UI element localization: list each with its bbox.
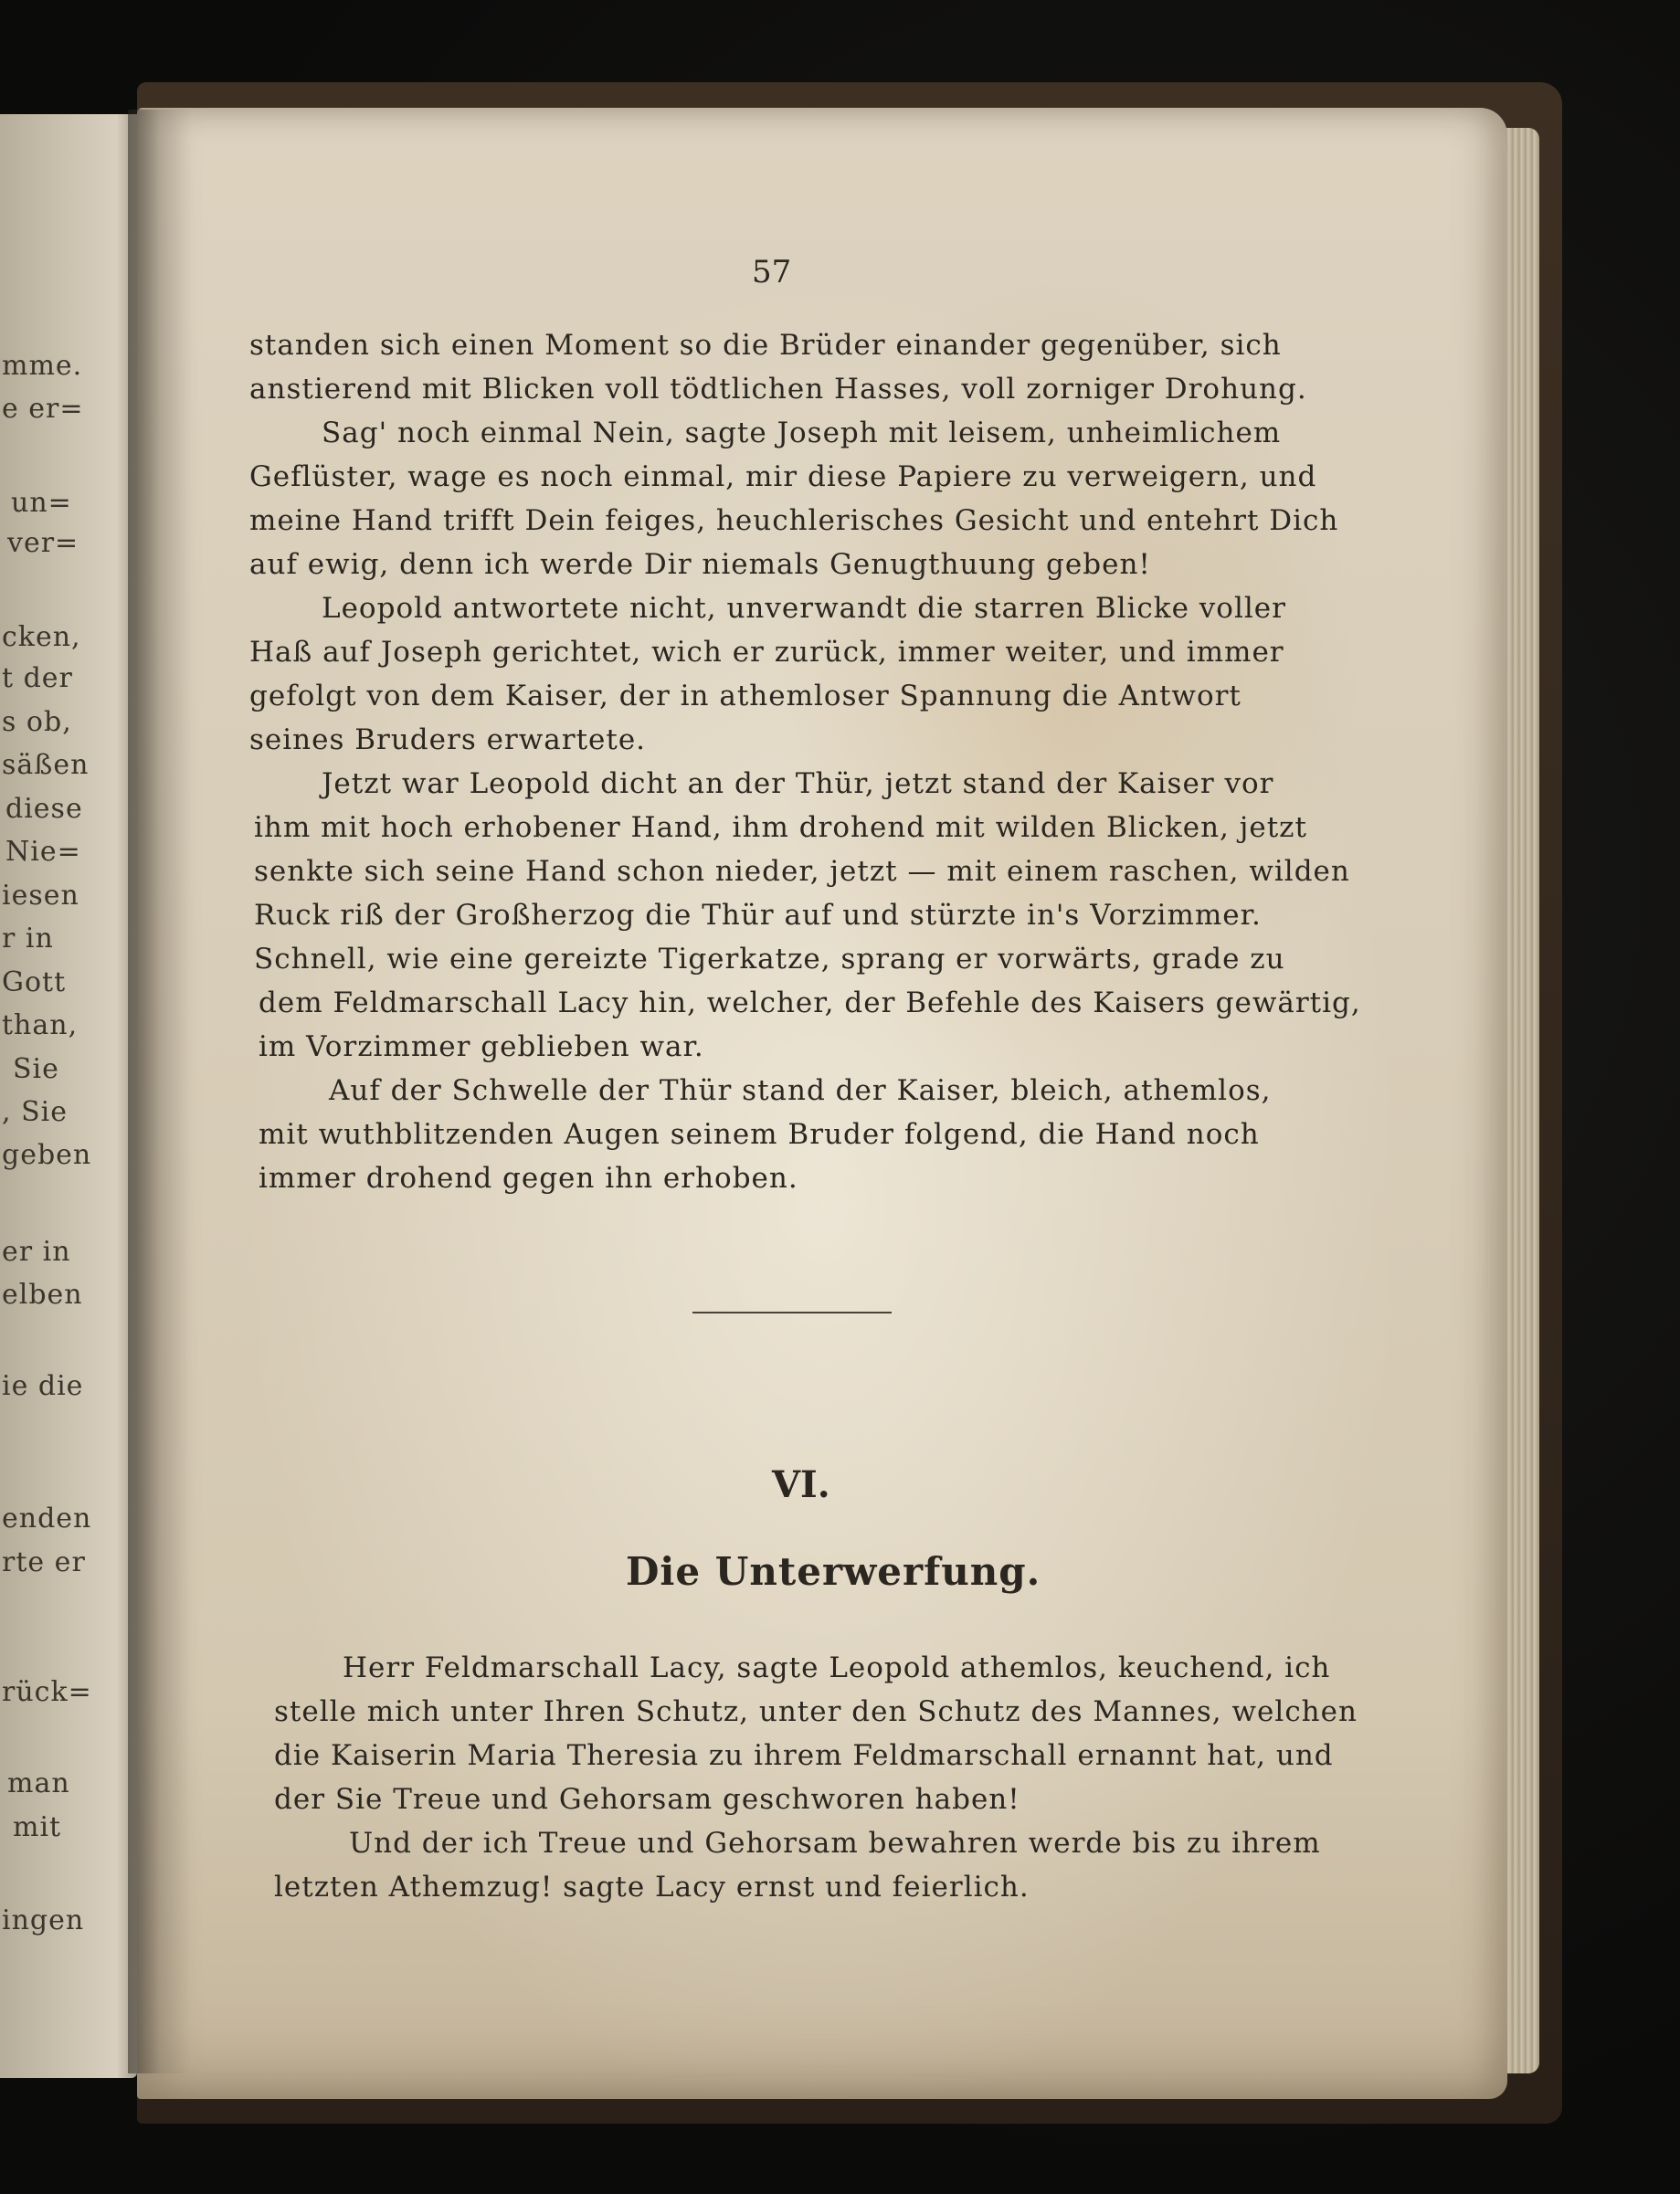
- left-page-fragment: Nie=: [5, 836, 81, 868]
- text-line: Und der ich Treue und Gehorsam bewahren werde bis zu ihrem: [349, 1827, 1321, 1860]
- left-page-fragment: rück=: [2, 1676, 92, 1708]
- left-page-fragment: ingen: [2, 1904, 85, 1936]
- text-line: standen sich einen Moment so die Brüder einander gegenüber, sich: [249, 329, 1282, 362]
- gutter-shadow: [128, 110, 192, 2073]
- left-page-fragment: säßen: [2, 749, 90, 781]
- text-line: Haß auf Joseph gerichtet, wich er zurück, immer weiter, und immer: [249, 636, 1284, 669]
- text-line: seines Bruders erwartete.: [249, 723, 647, 756]
- left-page-fragment: Sie: [13, 1053, 59, 1085]
- left-page-fragment: geben: [2, 1139, 92, 1171]
- left-facing-page: [0, 114, 137, 2078]
- text-line: mit wuthblitzenden Augen seinem Bruder folgend, die Hand noch: [259, 1118, 1260, 1151]
- chapter-number: VI.: [772, 1463, 830, 1506]
- left-page-fragment: enden: [2, 1503, 92, 1535]
- text-line: Auf der Schwelle der Thür stand der Kaiser, bleich, athemlos,: [329, 1074, 1272, 1107]
- text-line: Sag' noch einmal Nein, sagte Joseph mit leisem, unheimlichem: [322, 417, 1282, 449]
- text-line: ihm mit hoch erhobener Hand, ihm drohend mit wilden Blicken, jetzt: [254, 811, 1307, 844]
- text-line: im Vorzimmer geblieben war.: [259, 1030, 704, 1063]
- text-line: anstierend mit Blicken voll tödtlichen Hasses, voll zorniger Drohung.: [249, 373, 1307, 406]
- left-page-fragment: t der: [2, 662, 73, 694]
- text-line: letzten Athemzug! sagte Lacy ernst und feierlich.: [274, 1871, 1030, 1904]
- chapter-title: Die Unterwerfung.: [626, 1549, 1041, 1594]
- text-line: stelle mich unter Ihren Schutz, unter den Schutz des Mannes, welchen: [274, 1695, 1358, 1728]
- text-line: der Sie Treue und Gehorsam geschworen haben!: [274, 1783, 1020, 1816]
- text-line: auf ewig, denn ich werde Dir niemals Genugthuung geben!: [249, 548, 1151, 581]
- left-page-fragment: r in: [2, 923, 54, 955]
- text-line: meine Hand trifft Dein feiges, heuchlerisches Gesicht und entehrt Dich: [249, 504, 1339, 537]
- left-page-fragment: mme.: [2, 350, 83, 382]
- left-page-fragment: than,: [2, 1009, 79, 1041]
- section-divider: [692, 1312, 892, 1313]
- text-line: Jetzt war Leopold dicht an der Thür, jetzt stand der Kaiser vor: [322, 767, 1274, 800]
- left-page-fragment: s ob,: [2, 706, 72, 738]
- left-page-fragment: cken,: [2, 621, 81, 653]
- text-line: Geflüster, wage es noch einmal, mir diese Papiere zu verweigern, und: [249, 460, 1317, 493]
- left-page-fragment: elben: [2, 1279, 83, 1311]
- text-line: Leopold antwortete nicht, unverwandt die starren Blicke voller: [322, 592, 1286, 625]
- text-line: die Kaiserin Maria Theresia zu ihrem Feldmarschall ernannt hat, und: [274, 1739, 1334, 1772]
- text-line: gefolgt von dem Kaiser, der in athemloser Spannung die Antwort: [249, 680, 1242, 712]
- left-page-fragment: e er=: [2, 393, 84, 425]
- text-line: dem Feldmarschall Lacy hin, welcher, der Befehle des Kaisers gewärtig,: [259, 986, 1361, 1019]
- left-page-fragment: diese: [5, 793, 83, 825]
- left-page-fragment: mit: [13, 1811, 62, 1843]
- left-page-fragment: er in: [2, 1236, 71, 1268]
- book-page: [137, 108, 1507, 2099]
- text-line: immer drohend gegen ihn erhoben.: [259, 1162, 798, 1195]
- left-page-fragment: ver=: [7, 527, 79, 559]
- page-number: 57: [752, 254, 792, 290]
- text-line: senkte sich seine Hand schon nieder, jetzt — mit einem raschen, wilden: [254, 855, 1350, 888]
- text-line: Herr Feldmarschall Lacy, sagte Leopold athemlos, keuchend, ich: [343, 1651, 1331, 1684]
- text-line: Schnell, wie eine gereizte Tigerkatze, sprang er vorwärts, grade zu: [254, 943, 1285, 976]
- left-page-fragment: ie die: [2, 1370, 84, 1402]
- left-page-fragment: rte er: [2, 1546, 86, 1578]
- left-page-fragment: iesen: [2, 880, 79, 912]
- text-line: Ruck riß der Großherzog die Thür auf und stürzte in's Vorzimmer.: [254, 899, 1262, 932]
- left-page-fragment: Gott: [2, 966, 67, 998]
- left-page-fragment: un=: [11, 487, 72, 519]
- left-page-fragment: man: [7, 1767, 70, 1799]
- left-page-fragment: , Sie: [2, 1096, 68, 1128]
